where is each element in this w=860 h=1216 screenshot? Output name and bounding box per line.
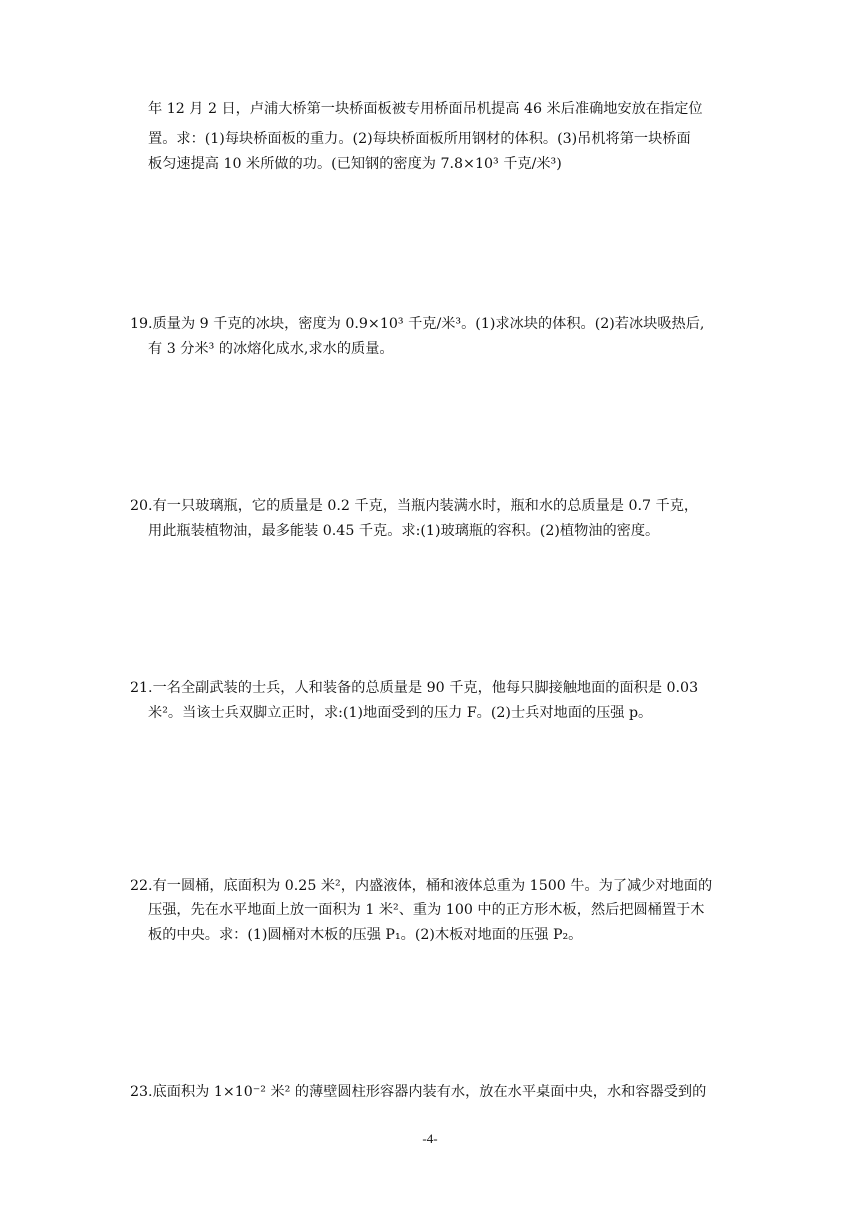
problem-23-line-1: 23.底面积为 1×10⁻² 米² 的薄壁圆柱形容器内装有水，放在水平桌面中央，水和容器受到的 [130, 1084, 707, 1100]
problem-22-line-3: 板的中央。求：(1)圆桶对木板的压强 P₁。(2)木板对地面的压强 P₂。 [148, 927, 583, 943]
problem-22-line-2: 压强，先在水平地面上放一面积为 1 米²、重为 100 中的正方形木板，然后把圆桶置于木 [148, 902, 705, 918]
problem-19-line-1: 19.质量为 9 千克的冰块，密度为 0.9×10³ 千克/米³。(1)求冰块的体积。(2)若冰块吸热后, [130, 316, 705, 332]
problem-21-line-1: 21.一名全副武装的士兵，人和装备的总质量是 90 千克，他每只脚接触地面的面积是 0.03 [130, 680, 699, 696]
page-number: -4- [422, 1131, 438, 1146]
problem-21-line-2: 米²。当该士兵双脚立正时，求:(1)地面受到的压力 F。(2)士兵对地面的压强 p。 [148, 705, 653, 721]
problem-19-line-2: 有 3 分米³ 的冰熔化成水,求水的质量。 [148, 341, 394, 357]
problem-20-line-1: 20.有一只玻璃瓶，它的质量是 0.2 千克，当瓶内装满水时，瓶和水的总质量是 0.7 千克， [130, 498, 699, 514]
problem-22-line-1: 22.有一圆桶，底面积为 0.25 米²，内盛液体，桶和液体总重为 1500 牛。为了减少对地面的 [130, 878, 713, 894]
problem-18-line-3: 板匀速提高 10 米所做的功。(已知钢的密度为 7.8×10³ 千克/米³) [148, 156, 562, 172]
problem-18-line-2: 置。求：(1)每块桥面板的重力。(2)每块桥面板所用钢材的体积。(3)吊机将第一块桥面 [148, 131, 691, 147]
problem-20-line-2: 用此瓶装植物油，最多能装 0.45 千克。求:(1)玻璃瓶的容积。(2)植物油的密度。 [148, 523, 660, 539]
problem-18-line-1: 年 12 月 2 日，卢浦大桥第一块桥面板被专用桥面吊机提高 46 米后准确地安放在指定位 [148, 101, 703, 117]
